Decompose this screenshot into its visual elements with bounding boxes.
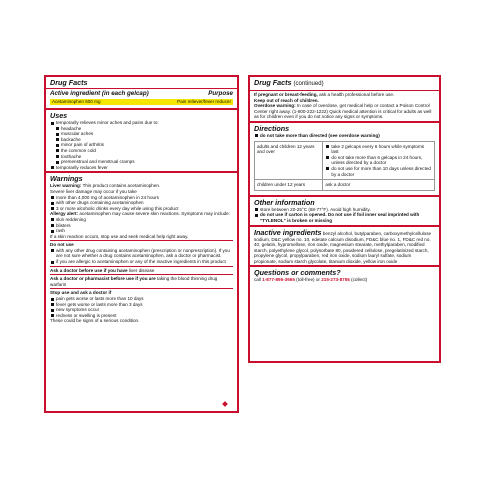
continued-diamond-icon	[222, 401, 228, 407]
inactive-ingredients	[254, 228, 435, 265]
warnings-section	[46, 171, 237, 325]
phone-collect[interactable]: 215-273-8755	[321, 277, 350, 283]
inactive-ingredients-section	[250, 225, 439, 266]
do-not-use-title: Do not use	[50, 242, 74, 248]
stop-use-item: redness or swelling is present	[50, 313, 233, 319]
pregnancy-overdose-section	[250, 90, 439, 121]
directions-table	[254, 141, 435, 191]
uses-lead: temporarily relieves minor aches and pains due to:	[50, 120, 233, 126]
liver-warning-label: Liver warning:	[50, 183, 82, 189]
uses-title: Uses	[50, 111, 68, 120]
questions-title: Questions or comments?	[254, 268, 341, 278]
drug-facts-panel-right	[248, 75, 441, 363]
do-not-use-item: if you are allergic to acetaminophen or any of the inactive ingredients in this product	[50, 259, 233, 265]
uses-item: backache	[50, 137, 233, 143]
overdose-label: Overdose warning:	[254, 103, 296, 109]
stop-use-block	[50, 288, 233, 324]
active-ingredient-row	[50, 99, 233, 105]
overdose-warning	[254, 103, 435, 120]
other-information-title: Other information	[254, 197, 315, 207]
drug-facts-panel-left	[44, 75, 239, 413]
allergy-item: skin reddening	[50, 217, 233, 223]
ask-doctor-line	[50, 268, 233, 274]
phone-tollfree[interactable]: 1-877-895-3665	[262, 277, 295, 283]
uses-section	[46, 108, 237, 171]
keep-out-of-reach: Keep out of reach of children.	[254, 97, 319, 103]
directions-what: ask a doctor	[323, 180, 435, 191]
allergy-after: If a skin reaction occurs, stop use and seek medical help right away.	[50, 233, 189, 239]
uses-last: temporarily reduces fever	[50, 165, 233, 171]
uses-item: minor pain of arthritis	[50, 142, 233, 148]
active-ingredient-label: Active ingredient (in each gelcap)	[50, 90, 149, 97]
allergy-item: blisters	[50, 223, 233, 229]
uses-item: muscular aches	[50, 131, 233, 137]
stop-use-item: fever gets worse or lasts more than 3 days	[50, 302, 233, 308]
ingredient-name: Acetaminophen 500 mg	[52, 99, 101, 104]
uses-item: toothache	[50, 154, 233, 160]
directions-section	[250, 121, 439, 195]
other-item: store between 20-25°C (68-77°F). Avoid high humidity.	[254, 207, 435, 213]
table-row	[255, 180, 435, 191]
active-ingredient-section	[46, 88, 237, 108]
inactive-ingredients-title: Inactive ingredients	[254, 227, 322, 237]
drug-facts-continued-title-section	[250, 77, 439, 90]
purpose-label: Purpose	[208, 90, 233, 97]
do-not-use-item: with any other drug containing acetaminophen (prescription or nonprescription). If you are not sure whether a drug contains acetaminophen, ask a doctor or pharmacist.	[50, 248, 233, 259]
drug-facts-continued-title	[254, 78, 435, 89]
phone-collect-note: (collect)	[351, 277, 368, 283]
drug-facts-title-section	[46, 77, 237, 88]
ingredient-purpose: Pain reliever/fever reducer	[177, 99, 231, 104]
uses-item: premenstrual and menstrual cramps	[50, 159, 233, 165]
allergy-alert-label: Allergy alert:	[50, 211, 79, 217]
directions-title: Directions	[254, 123, 290, 133]
liver-item: 3 or more alcoholic drinks every day while using this product	[50, 206, 233, 212]
directions-item: do not use for more than 10 days unless directed by a doctor	[325, 166, 432, 177]
phone-tollfree-note: (toll-free) or	[296, 277, 320, 283]
stop-use-item: pain gets worse or lasts more than 10 days	[50, 296, 233, 302]
table-row	[255, 141, 435, 180]
ask-pharmacist-bold: Ask a doctor or pharmacist before use if you are	[50, 276, 156, 282]
other-information-section	[250, 195, 439, 225]
directions-what	[323, 141, 435, 180]
directions-lead: do not take more than directed (see overdose warning)	[254, 133, 435, 139]
active-ingredient-header	[50, 90, 233, 98]
call-label: call	[254, 277, 261, 283]
liver-warning-sub: Severe liver damage may occur if you take	[50, 188, 137, 194]
allergy-item: rash	[50, 228, 233, 234]
ask-pharmacist-text: taking the blood thinning drug warfarin	[50, 276, 218, 287]
ask-doctor-bold: Ask a doctor before use if you have	[50, 267, 128, 273]
uses-item: headache	[50, 126, 233, 132]
pregnancy-text: ask a health professional before use.	[319, 92, 395, 97]
questions-section	[250, 265, 439, 284]
warnings-title: Warnings	[50, 174, 83, 184]
ask-pharmacist-line	[50, 276, 233, 287]
stop-use-after: These could be signs of a serious condition.	[50, 318, 140, 324]
do-not-use-block	[50, 240, 233, 264]
allergy-alert-text: acetaminophen may cause severe skin reactions. Symptoms may include:	[79, 211, 231, 217]
directions-who: children under 12 years	[255, 180, 323, 191]
directions-item: take 2 gelcaps every 6 hours while symptoms last	[325, 144, 432, 155]
stop-use-title: Stop use and ask a doctor if	[50, 290, 112, 296]
drug-facts-title: Drug Facts	[50, 78, 88, 87]
overdose-text: In case of overdose, get medical help or contact a Poison Control Center right away. (1-800-222-1222) Quick medical attention is critical for adults as well as for children even if you do not notice any signs or symptoms.	[254, 103, 432, 120]
continued-label: (continued)	[293, 81, 324, 87]
drug-facts-title-right: Drug Facts	[254, 78, 292, 87]
ask-doctor-text: liver disease	[128, 267, 155, 273]
liver-item: with other drugs containing acetaminophen	[50, 200, 233, 206]
ask-doctor-block	[50, 266, 233, 274]
uses-item: the common cold	[50, 148, 233, 154]
questions-phone-line	[254, 277, 435, 283]
other-item: do not use if carton is opened. Do not use if foil inner seal imprinted with "TYLENOL" is broken or missing	[254, 212, 435, 223]
inactive-ingredients-text: benzyl alcohol, butylparaben, carboxymethylcellulose sodium, D&C yellow no. 10, edetate calcium disodium, FD&C blue no. 1, FD&C red no. 40, gelatin, hypromellose, iron oxide, magnesium stearate, methylparaben, modified starch, polyethylene glycol, polysorbate 80, powdered cellulose, pregelatinized starch, propylene glycol, propylparaben, red iron oxide, sodium lauryl sulfate, sodium propionate, sodium starch glycolate, titanium dioxide, yellow iron oxide	[254, 230, 432, 264]
stop-use-item: new symptoms occur	[50, 307, 233, 313]
pregnancy-bold: If pregnant or breast-feeding,	[254, 92, 318, 97]
liver-warning-text: This product contains acetaminophen.	[82, 183, 161, 189]
directions-item: do not take more than 6 gelcaps in 24 hours, unless directed by a doctor	[325, 155, 432, 166]
directions-who: adults and children 12 years and over	[255, 141, 323, 180]
ask-pharmacist-block	[50, 274, 233, 287]
liver-item: more than 4,000 mg of acetaminophen in 24 hours	[50, 195, 233, 201]
